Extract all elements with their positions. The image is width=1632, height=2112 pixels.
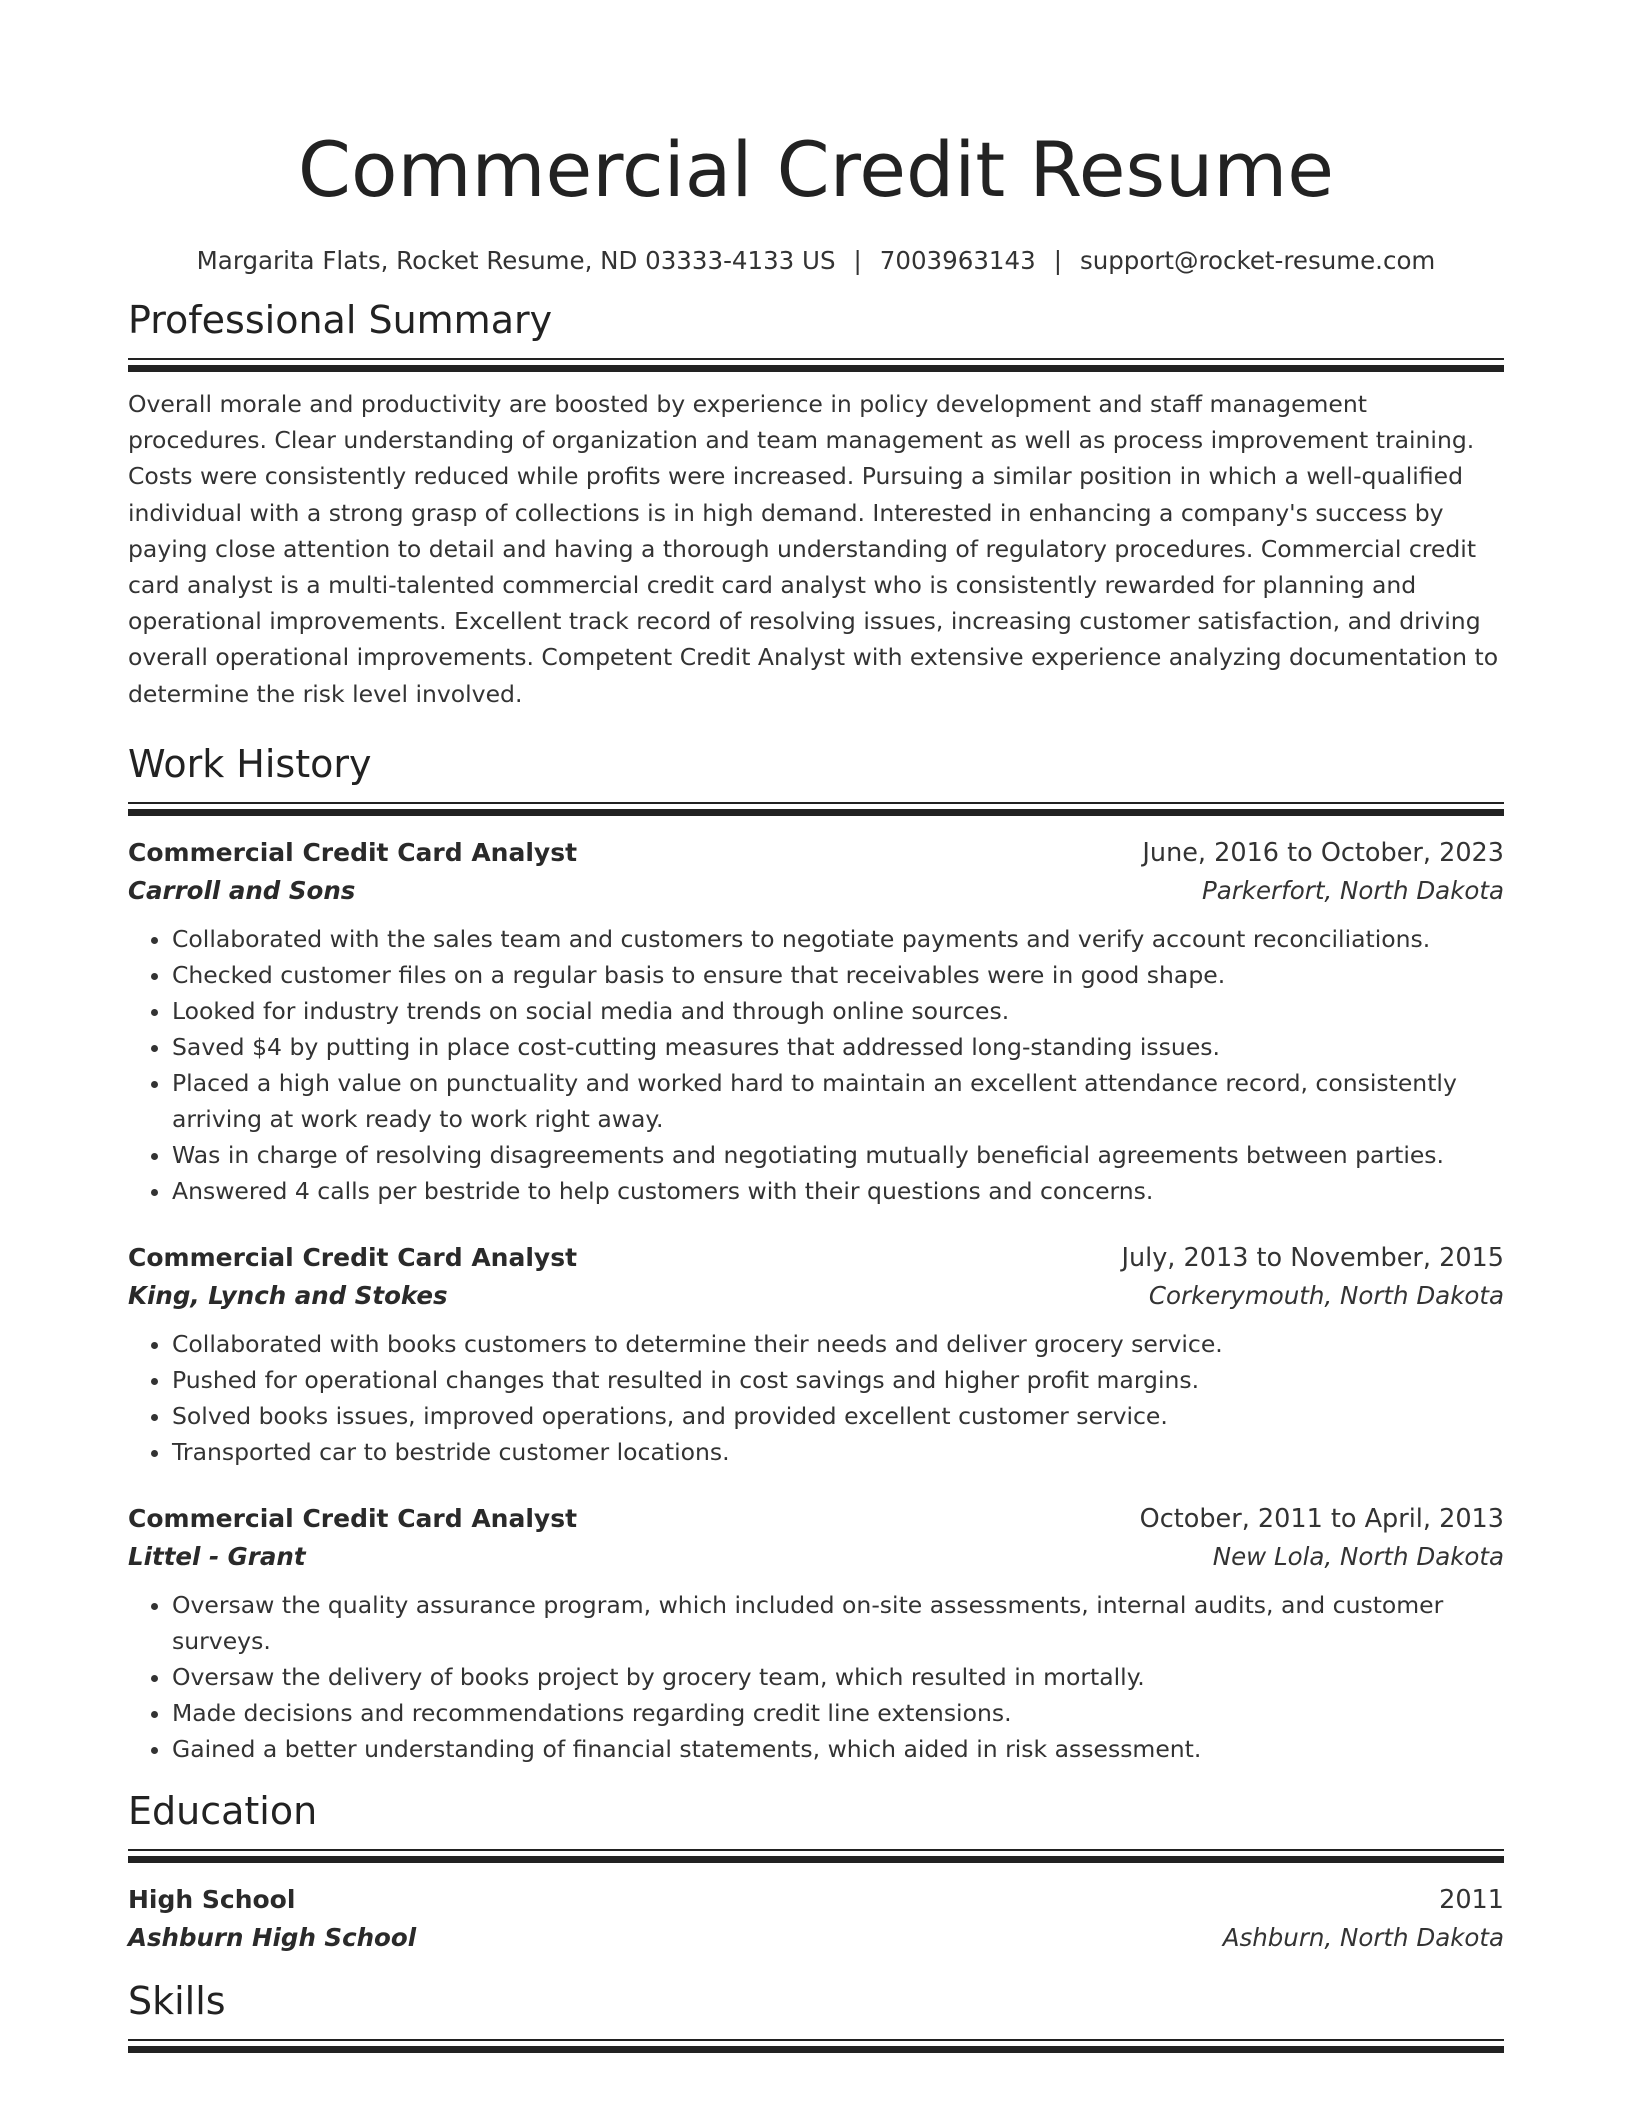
job-dates: October, 2011 to April, 2013 [1139, 1503, 1504, 1534]
job-location: Parkerfort, North Dakota [1201, 875, 1504, 905]
work-history-heading: Work History [128, 741, 372, 786]
job-title: Commercial Credit Card Analyst [128, 1242, 578, 1272]
job-bullet: • Made decisions and recommendations regarding credit line extensions. [172, 1695, 1504, 1731]
resume-title: Commercial Credit Resume [297, 125, 1335, 214]
education-degree: High School [128, 1884, 296, 1914]
contact-line [128, 244, 1504, 278]
job-bullet: • Oversaw the quality assurance program, which included on-site assessments, internal audits, and customer surveys. [172, 1587, 1504, 1659]
education-year: 2011 [1439, 1884, 1504, 1915]
contact-separator: | [853, 246, 862, 275]
section-divider-thick [128, 2046, 1504, 2053]
job-header-row [128, 834, 1504, 872]
job-bullet: • Collaborated with books customers to determine their needs and deliver grocery service. [172, 1326, 1504, 1362]
skills-heading: Skills [128, 1978, 226, 2023]
education-entry [128, 1881, 1504, 1957]
education-section [128, 1787, 1504, 1957]
job-bullet-list [128, 921, 1504, 1209]
job-entry [128, 1239, 1504, 1470]
work-history-section [128, 740, 1504, 1767]
education-school-row [128, 1919, 1504, 1957]
job-bullet: • Oversaw the delivery of books project by grocery team, which resulted in mortally. [172, 1659, 1504, 1695]
job-title: Commercial Credit Card Analyst [128, 1503, 578, 1533]
job-company: Carroll and Sons [128, 875, 356, 905]
contact-email: support@rocket-resume.com [1079, 246, 1436, 275]
job-bullet: • Saved $4 by putting in place cost-cutting measures that addressed long-standing issues. [172, 1029, 1504, 1065]
section-divider-thin [128, 1849, 1504, 1851]
job-bullet: • Checked customer files on a regular basis to ensure that receivables were in good shape. [172, 957, 1504, 993]
summary-heading: Professional Summary [128, 298, 553, 342]
job-bullet: • Placed a high value on punctuality and worked hard to maintain an excellent attendance record, consistently arriving at work ready to work right away. [172, 1065, 1504, 1137]
section-divider-thin [128, 2039, 1504, 2041]
job-bullet: • Solved books issues, improved operations, and provided excellent customer service. [172, 1398, 1504, 1434]
section-divider-thick [128, 1856, 1504, 1863]
job-company-row [128, 1538, 1504, 1576]
contact-separator: | [1053, 246, 1062, 275]
job-entry [128, 834, 1504, 1209]
job-company-row [128, 1277, 1504, 1315]
job-company: King, Lynch and Stokes [128, 1280, 448, 1310]
job-bullet: • Looked for industry trends on social media and through online sources. [172, 993, 1504, 1029]
job-header-row [128, 1500, 1504, 1538]
job-dates: July, 2013 to November, 2015 [1121, 1242, 1504, 1273]
job-bullet: • Collaborated with the sales team and customers to negotiate payments and verify account reconciliations. [172, 921, 1504, 957]
job-company: Littel - Grant [128, 1541, 306, 1571]
job-bullet-list [128, 1587, 1504, 1767]
section-divider-thick [128, 809, 1504, 816]
summary-text: Overall morale and productivity are boosted by experience in policy development and staff management procedures. Clear understanding of organization and team management as well as process improvement training. Costs were consistently reduced while profits were increased. Pursuing a similar position in which a well-qualified individual with a strong grasp of collections is in high demand. Interested in enhancing a company's success by paying close attention to detail and having a thorough understanding of regulatory procedures. Commercial credit card analyst is a multi-talented commercial credit card analyst who is consistently rewarded for planning and operational improvements. Excellent track record of resolving issues, increasing customer satisfaction, and driving overall operational improvements. Competent Credit Analyst with extensive experience analyzing documentation to determine the risk level involved. [128, 390, 1499, 708]
education-school: Ashburn High School [128, 1922, 417, 1952]
section-divider-thin [128, 358, 1504, 360]
section-divider-thick [128, 365, 1504, 372]
job-entry [128, 1500, 1504, 1767]
education-location: Ashburn, North Dakota [1222, 1922, 1504, 1952]
job-bullet-list [128, 1326, 1504, 1470]
section-divider-thin [128, 802, 1504, 804]
job-location: New Lola, North Dakota [1212, 1541, 1504, 1571]
job-bullet: • Answered 4 calls per bestride to help customers with their questions and concerns. [172, 1173, 1504, 1209]
job-bullet: • Gained a better understanding of financial statements, which aided in risk assessment. [172, 1731, 1504, 1767]
job-bullet: • Was in charge of resolving disagreements and negotiating mutually beneficial agreements between parties. [172, 1137, 1504, 1173]
job-title: Commercial Credit Card Analyst [128, 837, 578, 867]
summary-section [128, 296, 1504, 712]
job-dates: June, 2016 to October, 2023 [1142, 837, 1504, 868]
job-header-row [128, 1239, 1504, 1277]
education-heading: Education [128, 1788, 318, 1833]
skills-section [128, 1977, 1504, 2053]
contact-phone: 7003963143 [879, 246, 1036, 275]
job-bullet: • Pushed for operational changes that resulted in cost savings and higher profit margins. [172, 1362, 1504, 1398]
education-header-row [128, 1881, 1504, 1919]
job-location: Corkerymouth, North Dakota [1148, 1280, 1504, 1310]
contact-address: Margarita Flats, Rocket Resume, ND 03333-4133 US [196, 246, 836, 275]
job-company-row [128, 872, 1504, 910]
job-bullet: • Transported car to bestride customer locations. [172, 1434, 1504, 1470]
